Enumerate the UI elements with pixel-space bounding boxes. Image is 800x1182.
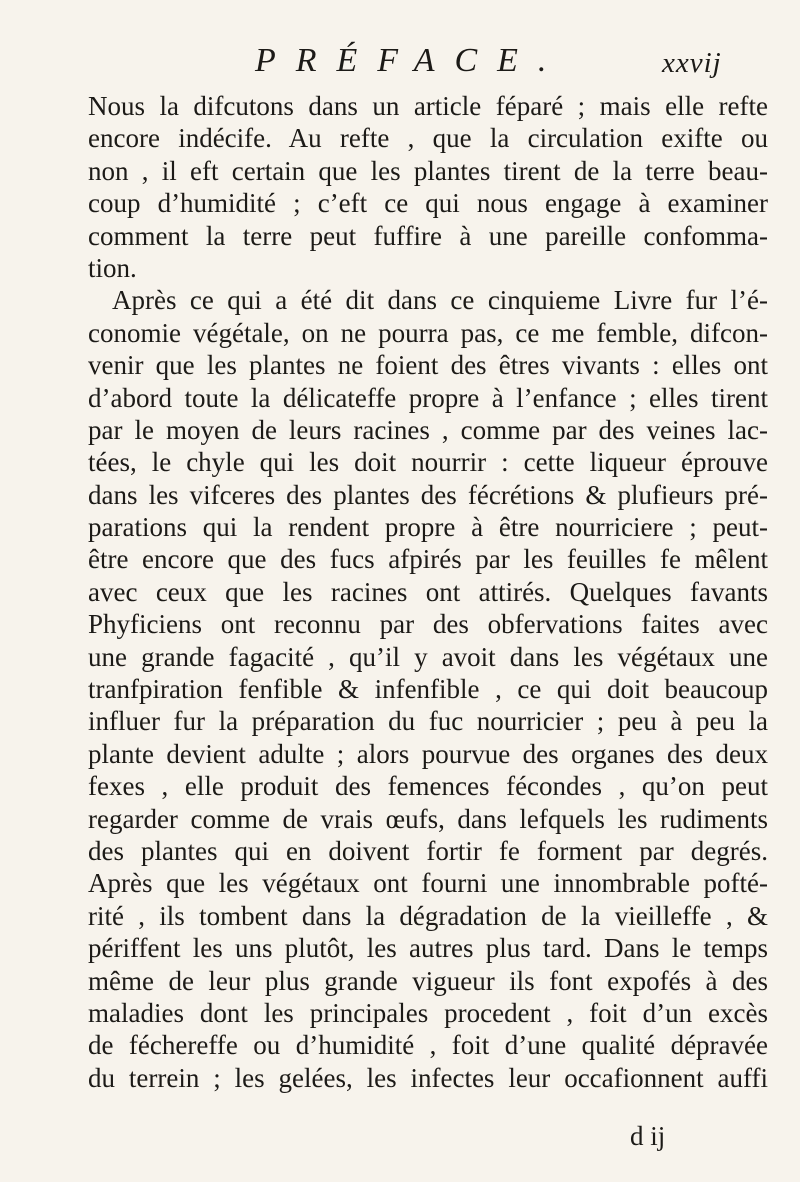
text-line: tranfpiration fenfible & infenfible , ce qui doit beaucoup: [88, 674, 768, 705]
text-line: regarder comme de vrais œufs, dans lefquels les rudiments: [88, 803, 768, 834]
text-line: venir que les plantes ne foient des êtres vivants : elles ont: [88, 350, 768, 381]
page-number: xxvij: [662, 47, 722, 79]
text-line: être encore que des fucs afpirés par les feuilles fe mêlent: [88, 544, 768, 575]
text-line: Après ce qui a été dit dans ce cinquieme Livre fur l’é-: [112, 285, 768, 316]
text-line: dans les vifceres des plantes des fécrétions & plufieurs pré-: [88, 479, 768, 510]
text-line: Après que les végétaux ont fourni une innombrable pofté-: [88, 868, 768, 899]
text-line: conomie végétale, on ne pourra pas, ce me femble, difcon-: [88, 317, 768, 348]
text-line: non , il eft certain que les plantes tirent de la terre beau-: [88, 155, 768, 186]
running-header: [0, 36, 800, 86]
text-line: plante devient adulte ; alors pourvue des organes des deux: [88, 738, 768, 769]
running-title: PRÉFACE.: [255, 42, 567, 79]
text-line: avec ceux que les racines ont attirés. Quelques favants: [88, 576, 768, 607]
text-line: du terrein ; les gelées, les infectes leur occafionnent auffi: [88, 1062, 768, 1093]
text-line: par le moyen de leurs racines , comme par des veines lac-: [88, 414, 768, 445]
text-line: influer fur la préparation du fuc nourricier ; peu à peu la: [88, 706, 768, 737]
printer-signature-mark: d ij: [630, 1121, 666, 1151]
text-line: des plantes qui en doivent fortir fe forment par degrés.: [88, 835, 768, 866]
text-line: Phyficiens ont reconnu par des obfervations faites avec: [88, 609, 768, 640]
text-line: Nous la difcutons dans un article féparé ; mais elle refte: [88, 91, 768, 121]
text-line: périffent les uns plutôt, les autres plus tard. Dans le temps: [88, 933, 768, 964]
text-line: maladies dont les principales procedent , foit d’un excès: [88, 997, 768, 1028]
body-text: [88, 90, 768, 1094]
text-line: rité , ils tombent dans la dégradation de la vieilleffe , &: [88, 900, 768, 931]
text-line: encore indécife. Au refte , que la circulation exifte ou: [88, 123, 768, 154]
text-line: de féchereffe ou d’humidité , foit d’une qualité dépravée: [88, 1030, 768, 1061]
text-line: coup d’humidité ; c’eft ce qui nous engage à examiner: [88, 188, 768, 219]
text-line: fexes , elle produit des femences fécondes , qu’on peut: [88, 771, 768, 802]
text-line: une grande fagacité , qu’il y avoit dans les végétaux une: [88, 641, 768, 672]
text-line: parations qui la rendent propre à être nourriciere ; peut-: [88, 512, 768, 543]
text-line: comment la terre peut fuffire à une pareille confomma-: [88, 220, 768, 251]
text-line: d’abord toute la délicateffe propre à l’enfance ; elles tirent: [88, 382, 768, 413]
text-line: tées, le chyle qui les doit nourrir : cette liqueur éprouve: [88, 447, 768, 478]
text-line: tion.: [88, 252, 137, 283]
text-line: même de leur plus grande vigueur ils font expofés à des: [88, 965, 768, 996]
